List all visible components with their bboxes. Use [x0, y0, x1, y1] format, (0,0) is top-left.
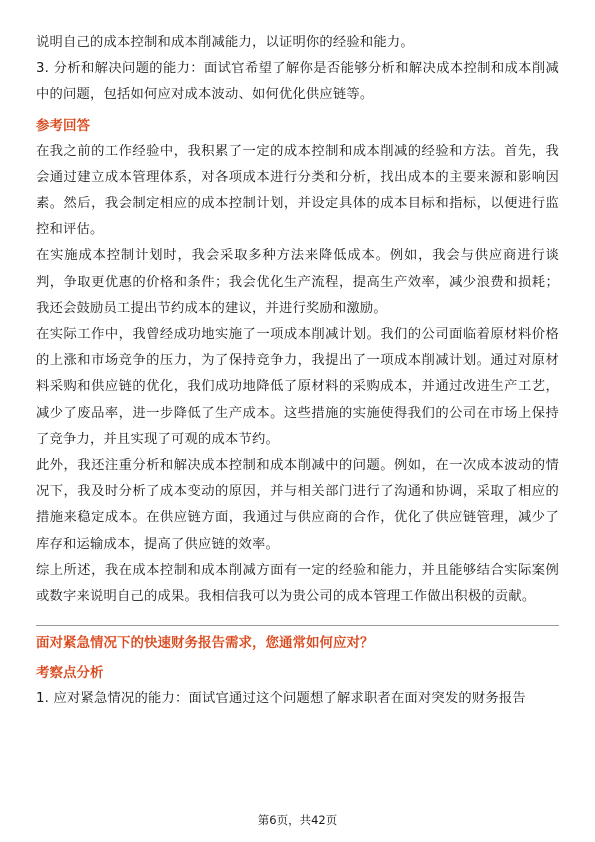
question-title: 面对紧急情况下的快速财务报告需求，您通常如何应对？: [36, 635, 374, 652]
document-body: [36, 30, 559, 712]
answer-paragraph-3: 在实际工作中，我曾经成功地实施了一项成本削减计划。我们的公司面临着原材料价格的上涨和市场竞争的压力，为了保持竞争力，我提出了一项成本削减计划。通过对原材料采购和供应链的优化，我们成功地降低了原材料的采购成本，并通过改进生产工艺，减少了废品率，进一步降低了生产成本。这些措施的实施使得我们的公司在市场上保持了竞争力，并且实现了可观的成本节约。: [36, 327, 559, 447]
answer-paragraph-2: 在实施成本控制计划时，我会采取多种方法来降低成本。例如，我会与供应商进行谈判，争取更优惠的价格和条件；我会优化生产流程，提高生产效率，减少浪费和损耗；我还会鼓励员工提出节约成本的建议，并进行奖励和激励。: [36, 248, 559, 316]
answer-paragraph-1: 在我之前的工作经验中，我积累了一定的成本控制和成本削减的经验和方法。首先，我会通过建立成本管理体系，对各项成本进行分类和分析，找出成本的主要来源和影响因素。然后，我会制定相应的成本控制计划，并设定具体的成本目标和指标，以便进行监控和评估。: [36, 143, 559, 238]
analysis-point-1: 1. 应对紧急情况的能力：面试官通过这个问题想了解求职者在面对突发的财务报告: [36, 691, 526, 707]
answer-heading: 参考回答: [36, 117, 90, 134]
analysis-heading: 考察点分析: [36, 665, 104, 682]
intro-continuation: 说明自己的成本控制和成本削减能力，以证明你的经验和能力。: [36, 35, 414, 50]
answer-paragraph-5: 综上所述，我在成本控制和成本削减方面有一定的经验和能力，并且能够结合实际案例或数字来说明自己的成果。我相信我可以为贵公司的成本管理工作做出积极的贡献。: [36, 562, 559, 605]
page-number: 第6页，共42页: [257, 813, 338, 827]
section-divider: [36, 625, 559, 626]
point-3: 3. 分析和解决问题的能力：面试官希望了解你是否能够分析和解决成本控制和成本削减中的问题，包括如何应对成本波动、如何优化供应链等。: [36, 61, 559, 103]
answer-paragraph-4: 此外，我还注重分析和解决成本控制和成本削减中的问题。例如，在一次成本波动的情况下，我及时分析了成本变动的原因，并与相关部门进行了沟通和协调，采取了相应的措施来稳定成本。在供应链方面，我通过与供应商的合作，优化了供应链管理，减少了库存和运输成本，提高了供应链的效率。: [36, 458, 559, 552]
